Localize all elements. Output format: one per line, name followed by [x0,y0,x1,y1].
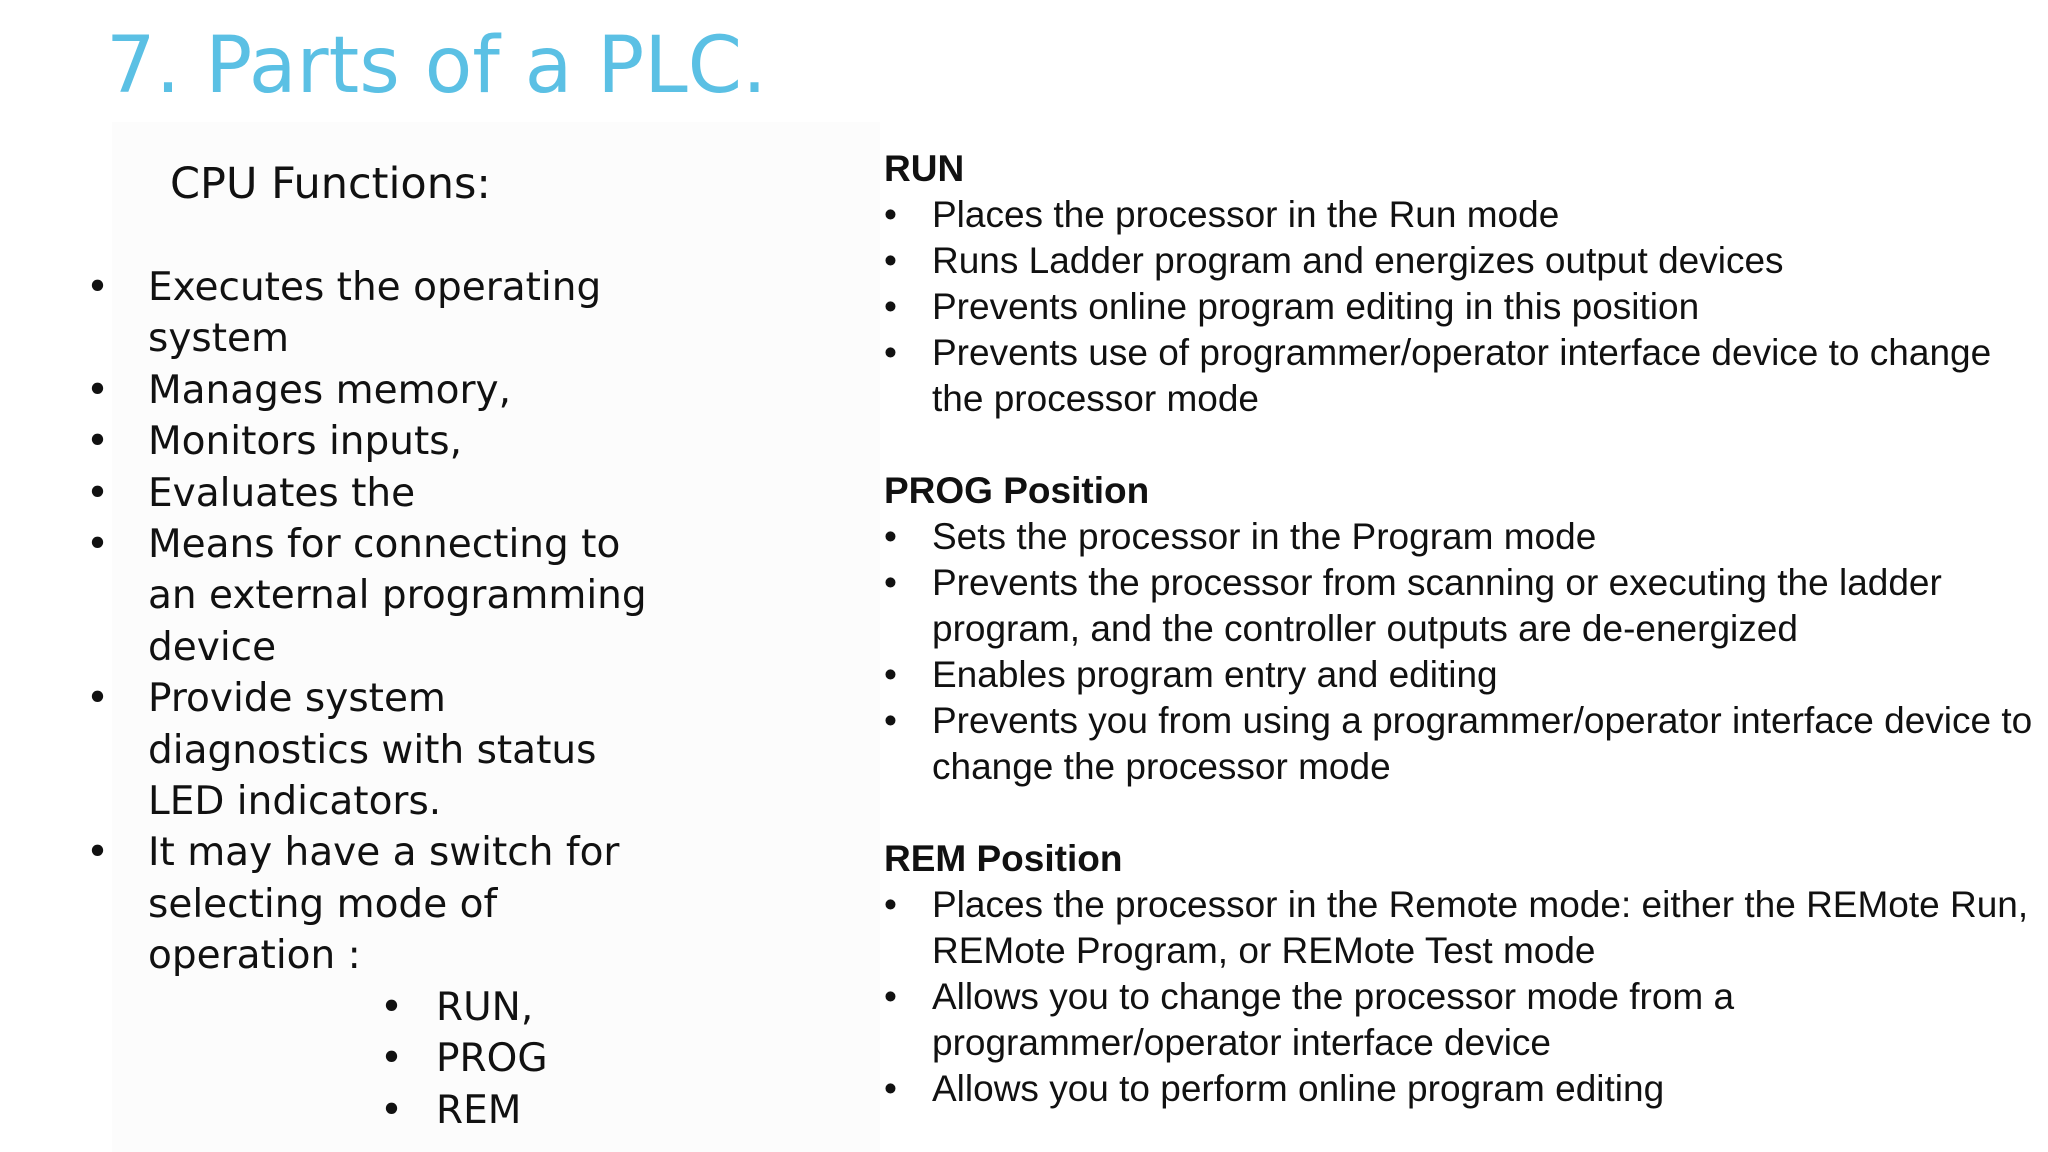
mode-item-rem [380,1085,666,1136]
list-item [884,1066,2044,1112]
bullet-icon: • [86,830,110,876]
cpu-function-item [86,468,666,519]
section-spacer [884,790,2044,836]
bullet-icon: • [884,240,897,281]
bullet-icon: • [884,332,897,373]
rem-list [884,882,2044,1112]
mode-label: REM [436,1087,522,1133]
rem-heading: REM Position [884,838,1123,879]
list-item [884,974,2044,1066]
cpu-function-item [86,827,666,1135]
list-item [884,698,2044,790]
cpu-function-text: Evaluates the [148,470,416,516]
list-item-text: Places the processor in the Remote mode: either the REMote Run, REMote Program, or REMote Test mode [932,884,2029,971]
list-item-text: Enables program entry and editing [932,654,1498,695]
cpu-functions-list [86,262,666,1136]
list-item-text: Prevents you from using a programmer/operator interface device to change the processor mode [932,700,2033,787]
list-item-text: Sets the processor in the Program mode [932,516,1597,557]
bullet-icon: • [86,367,110,413]
list-item [884,192,2044,238]
bullet-icon: • [884,194,897,235]
bullet-icon: • [884,700,897,741]
cpu-function-text: Monitors inputs, [148,419,462,465]
list-item-text: Runs Ladder program and energizes output devices [932,240,1784,281]
cpu-function-item [86,673,666,827]
list-item [884,652,2044,698]
bullet-icon: • [884,976,897,1017]
run-heading: RUN [884,148,965,189]
cpu-functions-heading: CPU Functions: [170,159,491,209]
list-item [884,238,2044,284]
list-item [884,560,2044,652]
cpu-function-item [86,416,666,467]
list-item-text: Prevents online program editing in this position [932,286,1700,327]
cpu-function-item [86,519,666,673]
list-item-text: Prevents the processor from scanning or executing the ladder program, and the controller outputs are de-energized [932,562,1942,649]
bullet-icon: • [884,884,897,925]
cpu-function-item [86,365,666,416]
cpu-function-text: Manages memory, [148,367,511,413]
mode-item-run [380,982,666,1033]
bullet-icon: • [86,676,110,722]
bullet-icon: • [380,1036,404,1082]
prog-list [884,514,2044,790]
mode-list [148,982,666,1136]
cpu-function-text: Executes the operating system [148,265,602,362]
prog-heading: PROG Position [884,470,1150,511]
list-item [884,882,2044,974]
bullet-icon: • [86,265,110,310]
list-item [884,514,2044,560]
bullet-icon: • [884,516,897,557]
bullet-icon: • [884,286,897,327]
mode-descriptions [884,146,2044,1112]
bullet-icon: • [380,1087,404,1133]
cpu-function-text: It may have a switch for selecting mode of operation : [148,830,620,979]
cpu-function-text: Provide system diagnostics with status LED indicators. [148,676,597,825]
mode-item-prog [380,1033,666,1084]
list-item-text: Allows you to perform online program editing [932,1068,1665,1109]
list-item-text: Allows you to change the processor mode from a programmer/operator interface device [932,976,1735,1063]
section-spacer [884,422,2044,468]
run-list [884,192,2044,422]
bullet-icon: • [884,654,897,695]
list-item-text: Places the processor in the Run mode [932,194,1560,235]
cpu-function-text: Means for connecting to an external programming device [148,522,647,670]
bullet-icon: • [380,984,404,1030]
mode-label: RUN, [436,984,534,1030]
bullet-icon: • [86,522,110,568]
list-item [884,284,2044,330]
run-section [884,146,2044,422]
bullet-icon: • [86,419,110,465]
cpu-function-item [86,262,666,365]
bullet-icon: • [884,1068,897,1109]
bullet-icon: • [884,562,897,603]
rem-section [884,836,2044,1112]
list-item [884,330,2044,422]
list-item-text: Prevents use of programmer/operator interface device to change the processor mode [932,332,1992,419]
slide-title: 7. Parts of a PLC. [106,21,767,111]
prog-section [884,468,2044,790]
bullet-icon: • [86,470,110,516]
mode-label: PROG [436,1036,548,1082]
